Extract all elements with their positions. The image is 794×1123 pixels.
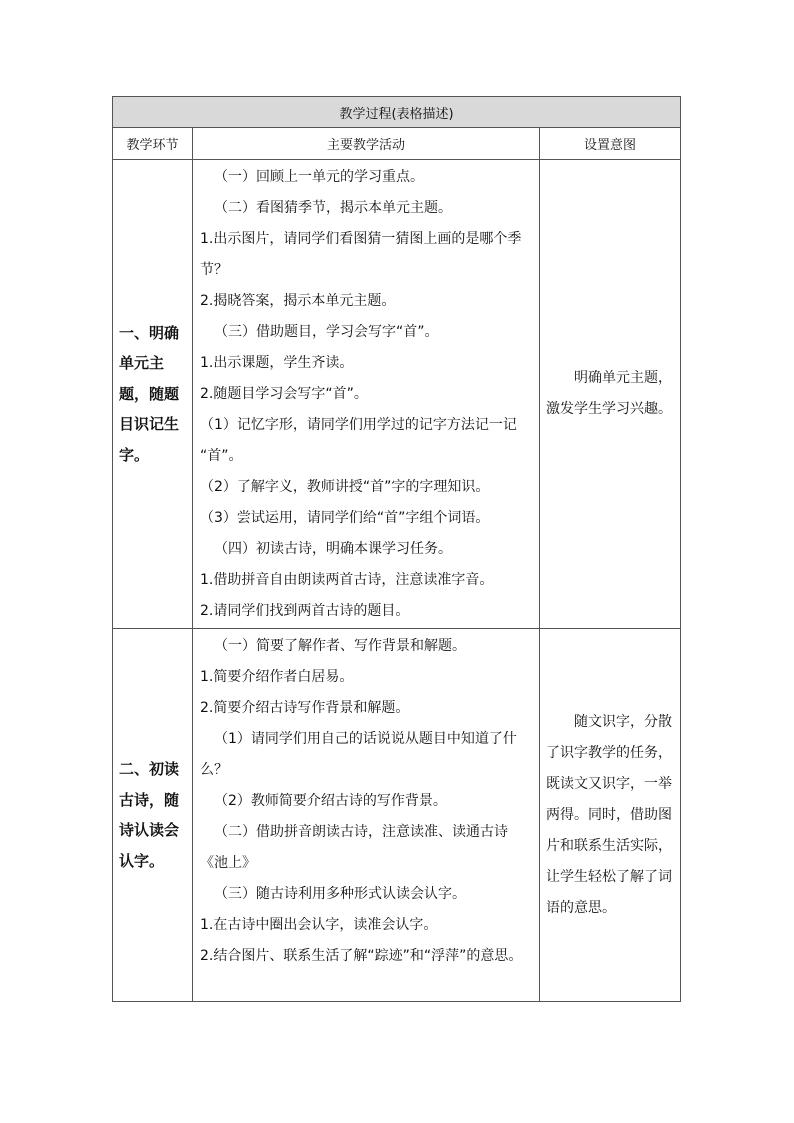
activity-item: （2）了解字义，教师讲授“首”字的字理知识。 [200, 479, 490, 495]
activity-item: （1）记忆字形，请同学们用学过的记字方法记一记 “首”。 [200, 417, 517, 464]
column-header-stage: 教学环节 [113, 128, 193, 160]
activity-item: （三）借助题目，学习会写字“首”。 [214, 324, 439, 340]
activity-item: 1.在古诗中圈出会认字，读准会认字。 [200, 917, 438, 933]
table-title-row [113, 97, 681, 128]
purpose-cell [540, 629, 681, 1002]
lesson-process-table-wrapper [112, 96, 680, 1002]
activity-item: 2.结合图片、联系生活了解“踪迹”和“浮萍”的意思。 [200, 948, 523, 964]
activities-cell [193, 160, 540, 629]
activity-item: （二）看图猜季节，揭示本单元主题。 [214, 200, 452, 216]
column-header-purpose: 设置意图 [540, 128, 681, 160]
activity-item: （一）简要了解作者、写作背景和解题。 [214, 638, 466, 654]
stage-text: 二、初读古诗，随诗认读会认字。 [119, 760, 180, 870]
activity-item: 1.出示课题，学生齐读。 [200, 355, 354, 371]
stage-text: 一、明确单元主题，随题目识记生字。 [119, 323, 180, 464]
lesson-process-table [112, 96, 681, 1002]
purpose-text: 明确单元主题，激发学生学习兴趣。 [546, 370, 672, 417]
activity-item: 2.随题目学习会写字“首”。 [200, 386, 368, 402]
activity-item: （2）教师简要介绍古诗的写作背景。 [214, 793, 447, 809]
table-header-row [113, 128, 681, 160]
purpose-cell [540, 160, 681, 629]
activity-item: 2.揭晓答案，揭示本单元主题。 [200, 293, 396, 309]
activity-item: （一）回顾上一单元的学习重点。 [214, 169, 424, 185]
purpose-text: 随文识字，分散了识字教学的任务，既读文又识字，一举两得。同时，借助图片和联系生活实际，让学生轻松了解了词语的意思。 [546, 713, 672, 916]
activity-item: 1.出示图片，请同学们看图猜一猜图上画的是哪个季节？ [200, 231, 522, 278]
table-row [113, 629, 681, 1002]
activity-item: 2.简要介绍古诗写作背景和解题。 [200, 700, 410, 716]
table-title: 教学过程(表格描述) [113, 97, 681, 128]
activity-item: 1.简要介绍作者白居易。 [200, 669, 354, 685]
activity-item: 2.请同学们找到两首古诗的题目。 [200, 603, 410, 619]
stage-cell [113, 160, 193, 629]
activity-item: （四）初读古诗，明确本课学习任务。 [214, 541, 452, 557]
activity-item: （1）请同学们用自己的话说说从题目中知道了什么？ [200, 731, 517, 778]
activity-item: （二）借助拼音朗读古诗，注意读准、读通古诗《池上》 [200, 824, 508, 871]
activity-item: （三）随古诗利用多种形式认读会认字。 [214, 886, 466, 902]
table-row [113, 160, 681, 629]
stage-cell [113, 629, 193, 1002]
activities-cell [193, 629, 540, 1002]
activity-item: （3）尝试运用，请同学们给“首”字组个词语。 [200, 510, 490, 526]
activity-item: 1.借助拼音自由朗读两首古诗，注意读准字音。 [200, 572, 494, 588]
column-header-activities: 主要教学活动 [193, 128, 540, 160]
